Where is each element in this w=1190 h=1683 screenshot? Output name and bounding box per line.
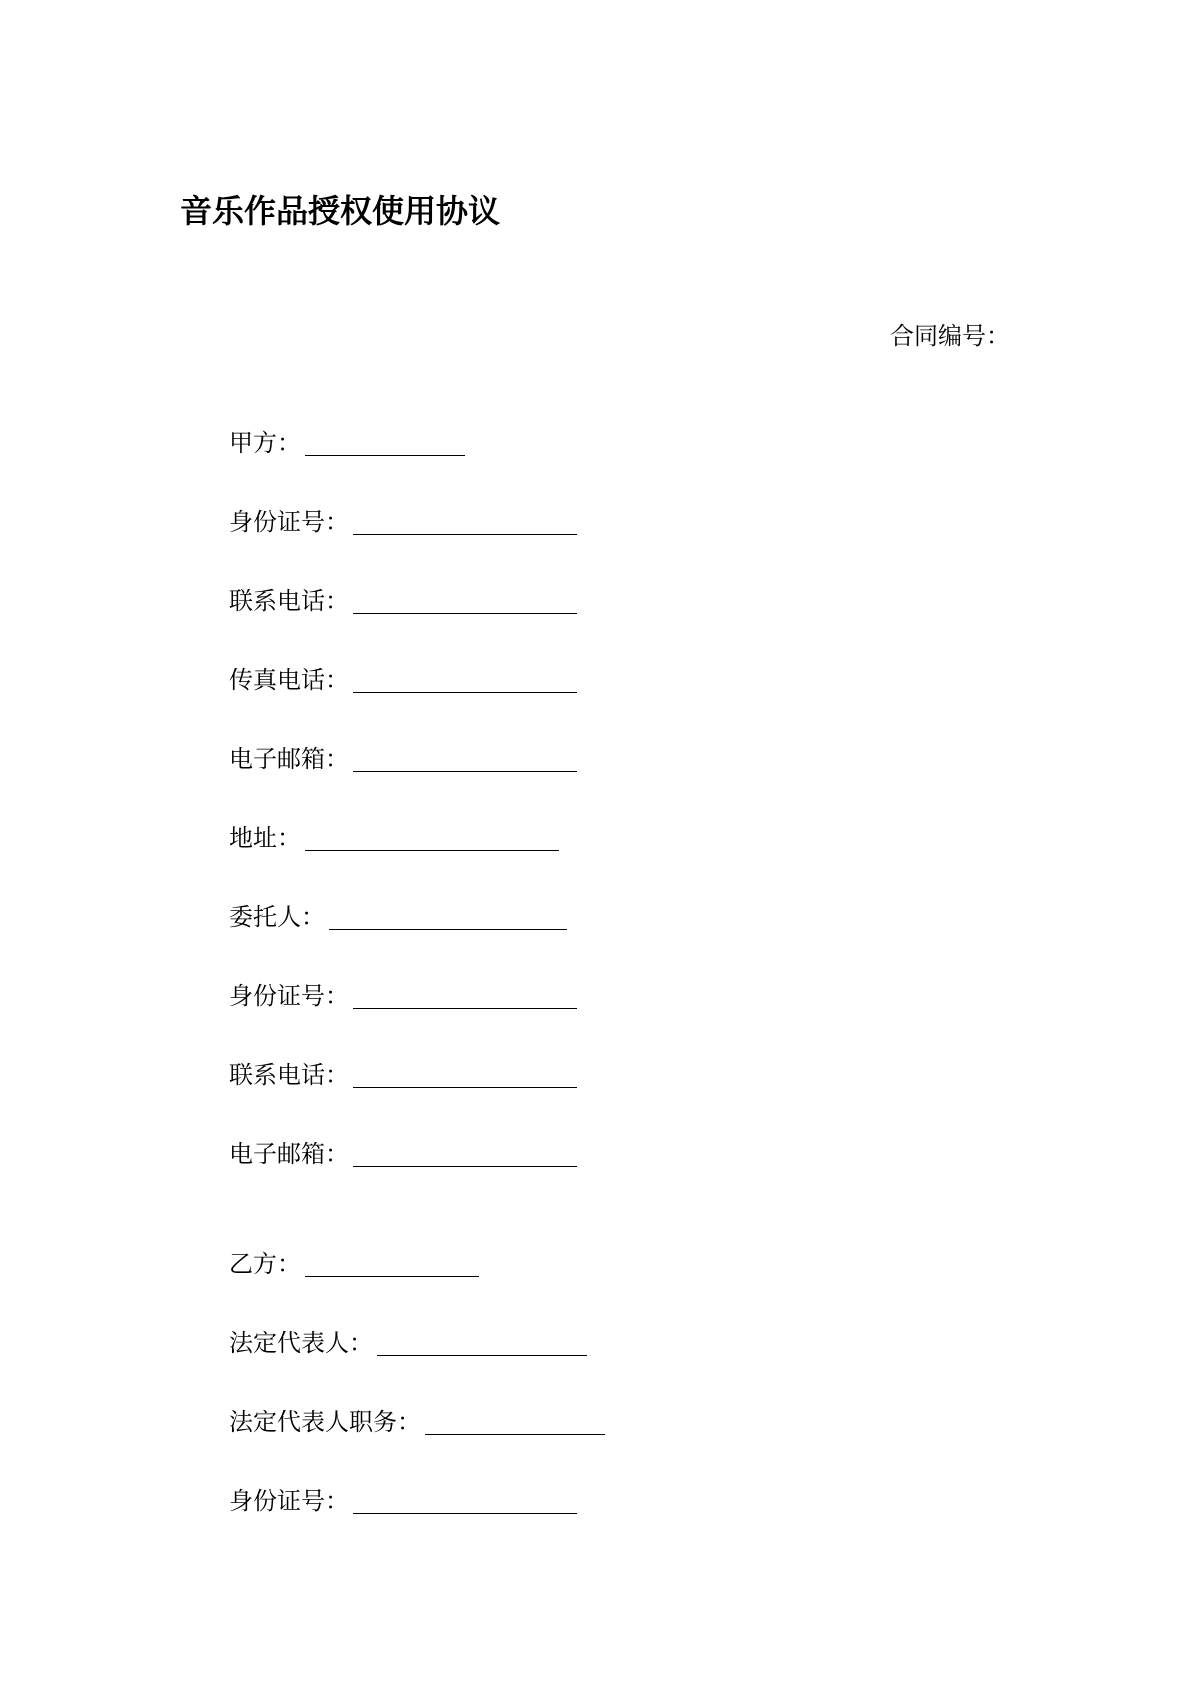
party-a-fax-field <box>229 661 577 695</box>
party-a-address-blank[interactable] <box>305 824 559 851</box>
party-a-agent-email-label: 电子邮箱： <box>229 1140 349 1168</box>
party-a-phone-blank[interactable] <box>353 587 577 614</box>
party-a-fax-label: 传真电话： <box>229 666 349 694</box>
party-a-email-field <box>229 740 577 774</box>
party-a-agent-phone-field <box>229 1056 577 1090</box>
contract-number-label: 合同编号： <box>890 322 1010 350</box>
party-a-email-blank[interactable] <box>353 745 577 772</box>
party-a-agent-label: 委托人： <box>229 903 325 931</box>
party-a-email-label: 电子邮箱： <box>229 745 349 773</box>
party-a-agent-id-label: 身份证号： <box>229 982 349 1010</box>
party-b-legal-rep-title-field <box>229 1403 605 1437</box>
party-a-id-blank[interactable] <box>353 508 577 535</box>
party-b-id-blank[interactable] <box>353 1487 577 1514</box>
party-a-address-label: 地址： <box>229 824 301 852</box>
party-a-agent-phone-blank[interactable] <box>353 1061 577 1088</box>
party-b-name-label: 乙方： <box>229 1250 301 1278</box>
party-a-id-label: 身份证号： <box>229 508 349 536</box>
party-a-name-blank[interactable] <box>305 429 465 456</box>
party-a-agent-id-field <box>229 977 577 1011</box>
party-a-agent-email-field <box>229 1135 577 1169</box>
party-a-agent-field <box>229 898 567 932</box>
party-b-name-blank[interactable] <box>305 1250 479 1277</box>
party-a-agent-blank[interactable] <box>329 903 567 930</box>
party-b-name-field <box>229 1245 479 1279</box>
party-a-name-label: 甲方： <box>229 429 301 457</box>
party-a-address-field <box>229 819 559 853</box>
party-b-legal-rep-title-blank[interactable] <box>425 1408 605 1435</box>
party-b-id-field <box>229 1482 577 1516</box>
party-b-legal-rep-label: 法定代表人： <box>229 1329 373 1357</box>
party-b-legal-rep-blank[interactable] <box>377 1329 587 1356</box>
party-a-agent-id-blank[interactable] <box>353 982 577 1009</box>
party-a-id-field <box>229 503 577 537</box>
party-a-fax-blank[interactable] <box>353 666 577 693</box>
party-b-id-label: 身份证号： <box>229 1487 349 1515</box>
party-b-legal-rep-field <box>229 1324 587 1358</box>
party-b-legal-rep-title-label: 法定代表人职务： <box>229 1408 421 1436</box>
party-a-phone-field <box>229 582 577 616</box>
party-a-phone-label: 联系电话： <box>229 587 349 615</box>
party-a-agent-email-blank[interactable] <box>353 1140 577 1167</box>
document-title: 音乐作品授权使用协议 <box>180 192 501 230</box>
party-a-agent-phone-label: 联系电话： <box>229 1061 349 1089</box>
party-a-name-field <box>229 424 465 458</box>
